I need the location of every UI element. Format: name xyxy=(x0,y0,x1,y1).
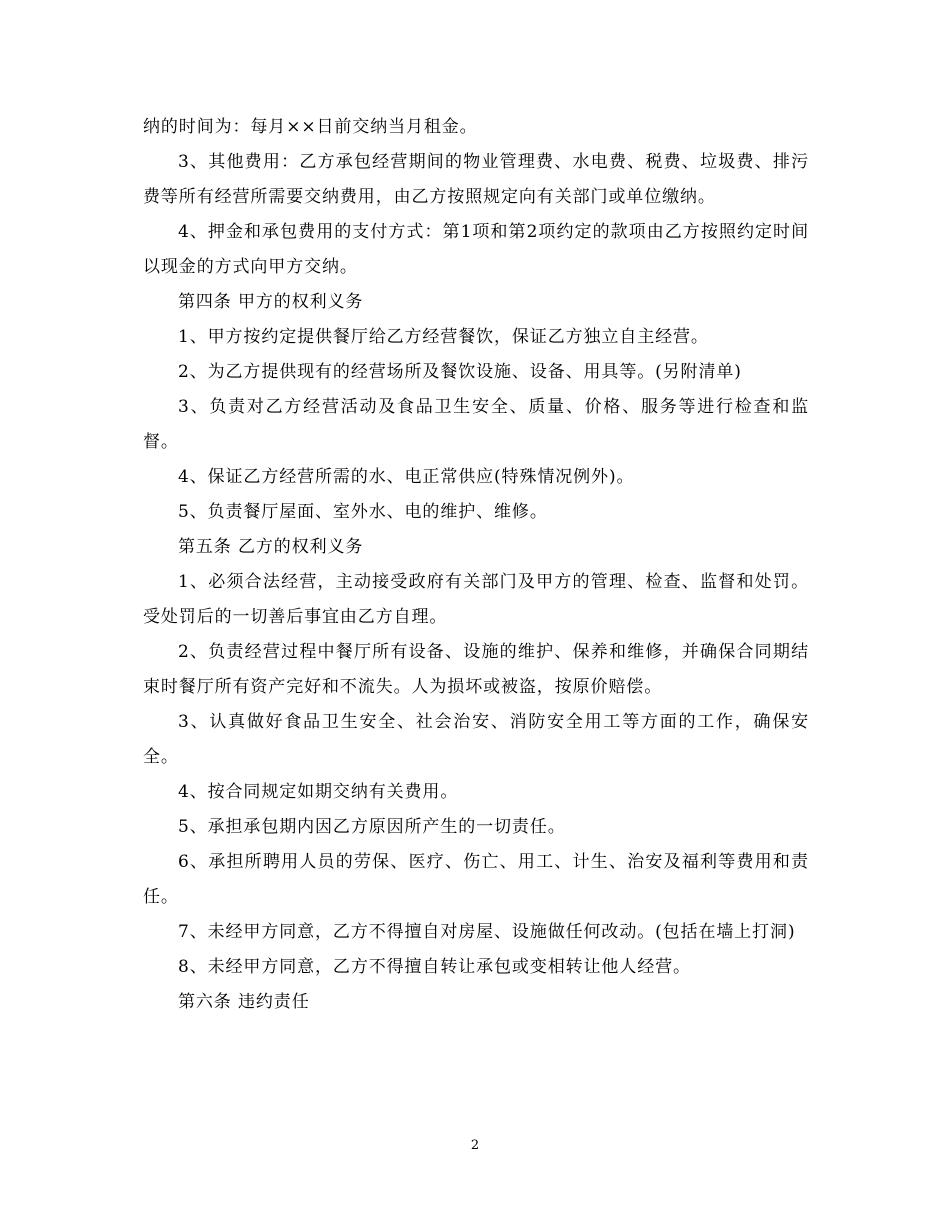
paragraph: 6、承担所聘用人员的劳保、医疗、伤亡、用工、计生、治安及福利等费用和责任。 xyxy=(143,852,809,907)
paragraph: 2、负责经营过程中餐厅所有设备、设施的维护、保养和维修，并确保合同期结束时餐厅所有资产完好和不流失。人为损坏或被盗，按原价赔偿。 xyxy=(143,642,809,697)
paragraph: 4、保证乙方经营所需的水、电正常供应(特殊情况例外)。 xyxy=(178,467,635,487)
paragraph: 4、按合同规定如期交纳有关费用。 xyxy=(178,782,459,802)
document-body xyxy=(143,110,809,1020)
paragraph: 8、未经甲方同意，乙方不得擅自转让承包或变相转让他人经营。 xyxy=(178,957,691,977)
paragraph: 1、甲方按约定提供餐厅给乙方经营餐饮，保证乙方独立自主经营。 xyxy=(178,327,709,347)
paragraph: 1、必须合法经营，主动接受政府有关部门及甲方的管理、检查、监督和处罚。受处罚后的一切善后事宜由乙方自理。 xyxy=(143,572,809,627)
paragraph: 5、承担承包期内因乙方原因所产生的一切责任。 xyxy=(178,817,566,837)
section-heading: 第六条 违约责任 xyxy=(178,992,310,1012)
paragraph: 3、其他费用：乙方承包经营期间的物业管理费、水电费、税费、垃圾费、排污费等所有经营所需要交纳费用，由乙方按照规定向有关部门或单位缴纳。 xyxy=(143,152,809,207)
paragraph: 3、认真做好食品卫生安全、社会治安、消防安全用工等方面的工作，确保安全。 xyxy=(143,712,809,767)
paragraph: 7、未经甲方同意，乙方不得擅自对房屋、设施做任何改动。(包括在墙上打洞) xyxy=(178,922,796,942)
paragraph: 3、负责对乙方经营活动及食品卫生安全、质量、价格、服务等进行检查和监督。 xyxy=(143,397,809,452)
section-heading: 第四条 甲方的权利义务 xyxy=(178,292,364,312)
paragraph: 纳的时间为：每月××日前交纳当月租金。 xyxy=(143,117,478,137)
page-number: 2 xyxy=(470,1138,480,1153)
section-heading: 第五条 乙方的权利义务 xyxy=(178,537,364,557)
paragraph: 5、负责餐厅屋面、室外水、电的维护、维修。 xyxy=(178,502,548,522)
paragraph: 4、押金和承包费用的支付方式：第1项和第2项约定的款项由乙方按照约定时间以现金的方式向甲方交纳。 xyxy=(143,222,809,277)
paragraph: 2、为乙方提供现有的经营场所及餐饮设施、设备、用具等。(另附清单) xyxy=(178,362,742,382)
